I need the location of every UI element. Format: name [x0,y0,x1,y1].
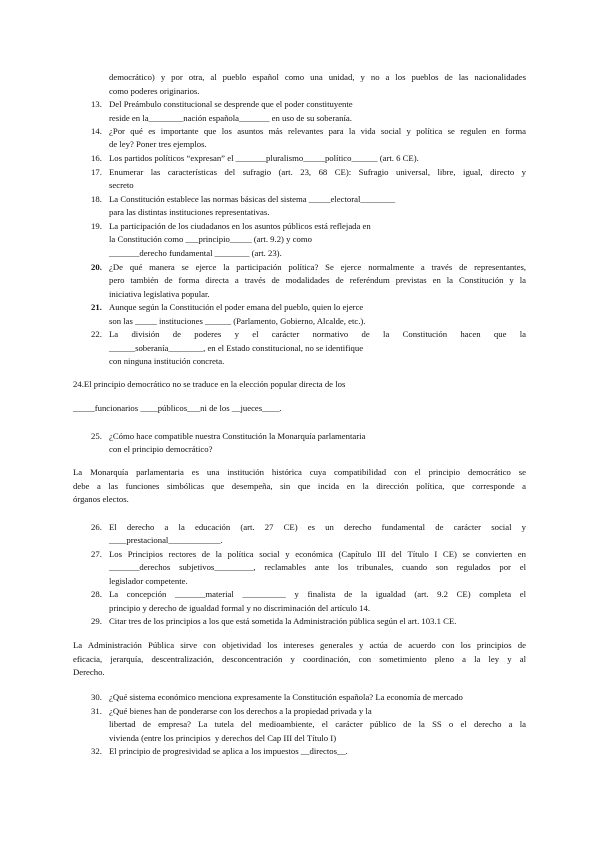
q28-line-1: La concepción _______material __________ y finalista de la igualdad (art. 9.2 CE) completa el [109,589,526,599]
q26-line-2: ____prestacional____________. [109,535,223,545]
q17-number: 17. [91,167,102,177]
q14-line-2: de ley? Poner tres ejemplos. [109,139,207,149]
q14-number: 14. [91,126,102,136]
q13-line-1: Del Preámbulo constitucional se desprende que el poder constituyente [109,99,353,109]
monarquia-paragraph-line-2: debe a las funciones simbólicas que desempeña, sin que incida en la dirección política, que corresponde a [73,481,526,491]
q14-line-1: ¿Por qué es importante que los asuntos más relevantes para la vida social y política se regulen en forma [109,126,526,136]
q22-number: 22. [91,329,102,339]
q21-line-2: son las _____ instituciones ______ (Parlamento, Gobierno, Alcalde, etc.). [109,316,366,326]
q18-number: 18. [91,194,102,204]
q19-number: 19. [91,221,102,231]
q16-number: 16. [91,153,102,163]
q32-number: 32. [91,746,102,756]
q17-line-2: secreto [109,180,134,190]
q19-line-3: _______derecho fundamental ________ (art. 23). [109,248,282,258]
q22-line-2: ______soberanía________, en el Estado constitucional, no se identifique [109,343,364,353]
q27-line-1: Los Principios rectores de la política social y económica (Capítulo III del Título I CE) se convierten en [109,549,526,559]
q28-number: 28. [91,589,102,599]
q20-line-3: iniciativa legislativa popular. [109,289,210,299]
q21-number: 21. [91,302,102,312]
q25-line-1: ¿Cómo hace compatible nuestra Constitución la Monarquía parlamentaria [109,431,366,441]
q28-line-2: principio y derecho de igualdad formal y no discriminación del artículo 14. [109,603,371,613]
q16-line-1: Los partidos políticos “expresan” el _______pluralismo_____político______ (art. 6 CE). [109,153,419,163]
q30-number: 30. [91,692,102,702]
q17-line-1: Enumerar las características del sufragio (art. 23, 68 CE): Sufragio universal, libre, igual, directo y [109,167,526,177]
monarquia-paragraph-line-3: órganos electos. [73,494,129,504]
q31-line-3: vivienda (entre los principios y derechos del Cap III del Título I) [109,733,337,743]
q18-line-2: para las distintas instituciones representativas. [109,207,270,217]
q26-line-1: El derecho a la educación (art. 27 CE) es un derecho fundamental de carácter social y [109,522,526,532]
admin-paragraph-line-1: La Administración Pública sirve con objetividad los intereses generales y actúa de acuerdo con los principios de [73,640,526,650]
q31-line-1: ¿Qué bienes han de ponderarse con los derechos a la propiedad privada y la [109,706,372,716]
q27-number: 27. [91,549,102,559]
q18-line-1: La Constitución establece las normas básicas del sistema _____electoral________ [109,194,396,204]
q27-line-2: _______derechos subjetivos_________, reclamables ante los tribunales, cuando son regulados por el [109,562,526,572]
q26-number: 26. [91,522,102,532]
q25-line-2: con el principio democrático? [109,444,213,454]
q30-line-1: ¿Qué sistema económico menciona expresamente la Constitución española? La economía de mercado [109,692,463,702]
q20-line-2: pero también de forma directa a través de modalidades de referéndum previstas en la Constitución y la [109,275,526,285]
q13-number: 13. [91,99,102,109]
q25-number: 25. [91,431,102,441]
q24-line-1: 24.El principio democrático no se traduce en la elección popular directa de los [73,379,346,389]
admin-paragraph-line-3: Derecho. [73,667,105,677]
q21-line-1: Aunque según la Constitución el poder emana del pueblo, quien lo ejerce [109,302,364,312]
q31-number: 31. [91,706,102,716]
q13-line-2: reside en la________nación española_______ en uso de su soberanía. [109,113,352,123]
q29-number: 29. [91,616,102,626]
admin-paragraph-line-2: eficacia, jerarquía, descentralización, desconcentración y coordinación, con sometimiento pleno a la ley y al [73,654,526,664]
q12-line-2: como poderes originarios. [109,86,200,96]
q19-line-1: La participación de los ciudadanos en los asuntos públicos está reflejada en [109,221,371,231]
monarquia-paragraph-line-1: La Monarquía parlamentaria es una institución histórica cuya compatibilidad con el principio democrático se [73,467,526,477]
q22-line-3: con ninguna institución concreta. [109,356,225,366]
q12-line-1: democrático) y por otra, al pueblo español como una unidad, y no a los pueblos de las nacionalidades [109,72,526,82]
q22-line-1: La división de poderes y el carácter normativo de la Constitución hacen que la [109,329,526,339]
q32-line-1: El principio de progresividad se aplica a los impuestos __directos__. [109,746,348,756]
q24-line-2: _____funcionarios ____públicos___ni de los __jueces____. [73,403,282,413]
q31-line-2: libertad de empresa? La tutela del medioambiente, el carácter público de la SS o el derecho a la [109,719,526,729]
q29-line-1: Citar tres de los principios a los que está sometida la Administración pública según el art. 103.1 CE. [109,616,457,626]
q20-line-1: ¿De qué manera se ejerce la participación política? Se ejerce normalmente a través de representantes, [109,262,526,272]
q19-line-2: la Constitución como ___principio_____ (art. 9.2) y como [109,234,312,244]
q27-line-3: legislador competente. [109,576,188,586]
q20-number: 20. [91,262,102,272]
